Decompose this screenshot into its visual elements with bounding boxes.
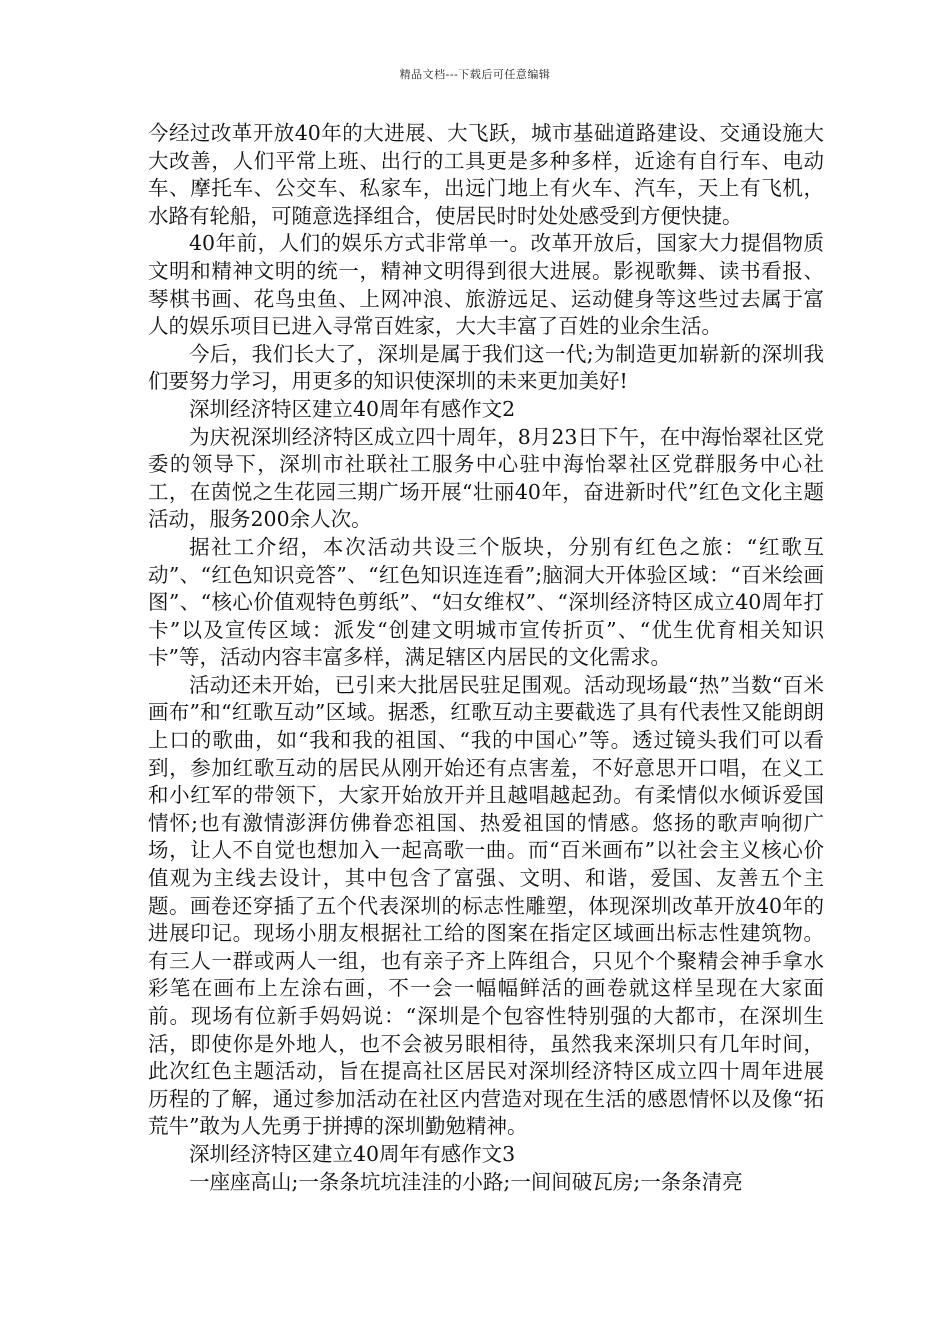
paragraph-3: 今后，我们长大了，深圳是属于我们这一代;为制造更加崭新的深圳我们要努力学习，用更多的知识使深圳的未来更加美好! (148, 341, 824, 394)
paragraph-1: 今经过改革开放40年的大进展、大飞跃，城市基础道路建设、交通设施大大改善，人们平常上班、出行的工具更是多种多样，近途有自行车、电动车、摩托车、公交车、私家车，出远门地上有火车、汽车，天上有飞机，水路有轮船，可随意选择组合，使居民时时处处感受到方便快捷。 (148, 121, 824, 228)
section-heading-2: 深圳经济特区建立40周年有感作文2 (189, 396, 516, 421)
paragraph-4: 为庆祝深圳经济特区成立四十周年，8月23日下午，在中海怡翠社区党委的领导下，深圳市社联社工服务中心驻中海怡翠社区党群服务中心社工，在茵悦之生花园三期广场开展“壮丽40年，奋进新时代”红色文化主题活动，服务200余人次。 (148, 424, 824, 532)
section-heading-3: 深圳经济特区建立40周年有感作文3 (189, 1141, 516, 1166)
paragraph-7: 一座座高山;一条条坑坑洼洼的小路;一间间破瓦房;一条条清亮 (189, 1169, 743, 1194)
paragraph-5: 据社工介绍，本次活动共设三个版块，分别有红色之旅：“红歌互动”、“红色知识竞答”、“红色知识连连看”;脑洞大开体验区域：“百米绘画图”、“核心价值观特色剪纸”、“妇女维权”、“深圳经济特区成立40周年打卡”以及宣传区域：派发“创建文明城市宣传折页”、“优生优育相关知识卡”等，活动内容丰富多样，满足辖区内居民的文化需求。 (148, 534, 824, 670)
paragraph-6: 活动还未开始，已引来大批居民驻足围观。活动现场最“热”当数“百米画布”和“红歌互动”区域。据悉，红歌互动主要截选了具有代表性又能朗朗上口的歌曲，如“我和我的祖国、“我的中国心”等。透过镜头我们可以看到，参加红歌互动的居民从刚开始还有点害羞，不好意思开口唱，在义工和小红军的带领下，大家开始放开并且越唱越起劲。有柔情似水倾诉爱国情怀;也有激情澎湃仿佛眷恋祖国、热爱祖国的情感。悠扬的歌声响彻广场，让人不自觉也想加入一起高歌一曲。而“百米画布”以社会主义核心价值观为主线去设计，其中包含了富强、文明、和谐，爱国、友善五个主题。画卷还穿插了五个代表深圳的标志性雕塑，体现深圳改革开放40年的进展印记。现场小朋友根据社工给的图案在指定区域画出标志性建筑物。有三人一群或两人一组，也有亲子齐上阵组合，只见个个聚精会神手拿水彩笔在画布上左涂右画，不一会一幅幅鲜活的画卷就这样呈现在大家面前。现场有位新手妈妈说：“深圳是个包容性特别强的大都市，在深圳生活，即使你是外地人，也不会被另眼相待，虽然我来深圳只有几年时间，此次红色主题活动，旨在提高社区居民对深圳经济特区成立四十周年进展历程的了解，通过参加活动在社区内营造对现在生活的感恩情怀以及像“拓荒牛”敢为人先勇于拼搏的深圳勤勉精神。 (148, 672, 824, 1139)
paragraph-2: 40年前，人们的娱乐方式非常单一。改革开放后，国家大力提倡物质文明和精神文明的统一，精神文明得到很大进展。影视歌舞、读书看报、琴棋书画、花鸟虫鱼、上网冲浪、旅游远足、运动健身等这些过去属于富人的娱乐项目已进入寻常百姓家，大大丰富了百姓的业余生活。 (148, 231, 824, 339)
document-body (148, 120, 824, 1196)
page-header: 精品文档---下载后可任意编辑 (399, 68, 551, 81)
